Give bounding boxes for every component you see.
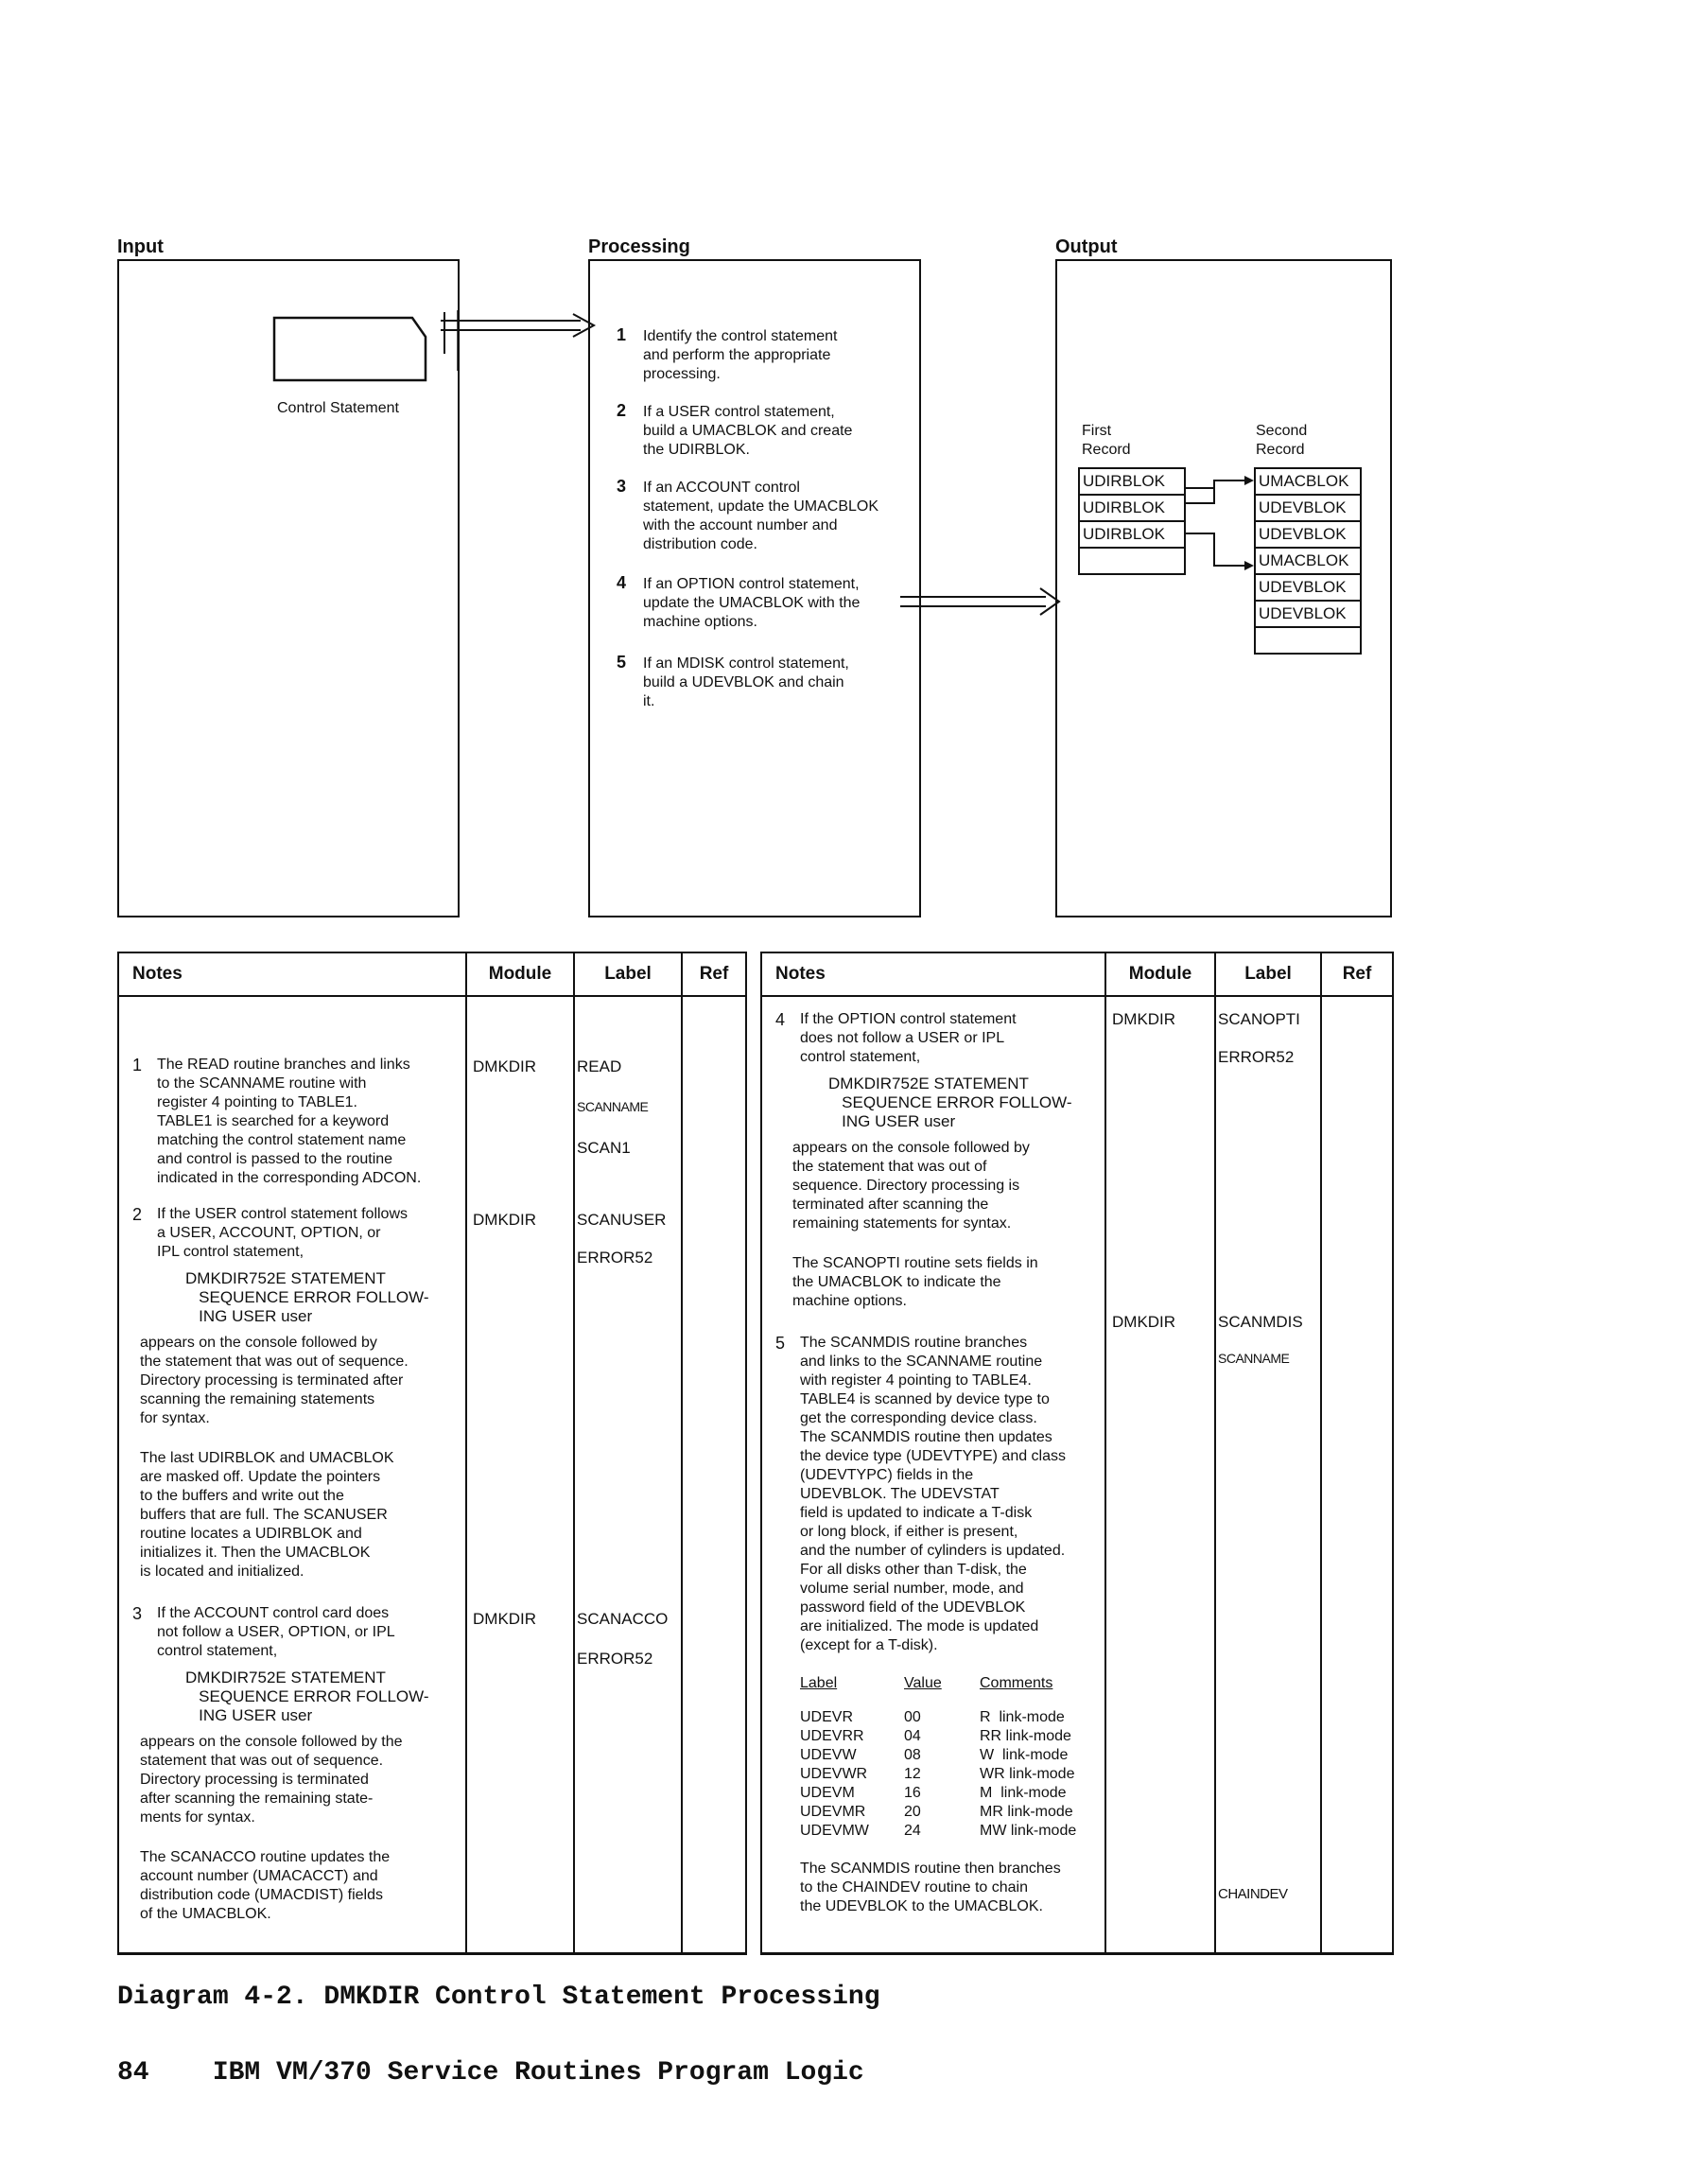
note-3 bbox=[119, 1604, 465, 1924]
note-number: 3 bbox=[132, 1604, 143, 1623]
note-number: 4 bbox=[775, 1010, 786, 1029]
first-record-row bbox=[1078, 547, 1186, 575]
second-record-row: UMACBLOK bbox=[1254, 467, 1362, 496]
value-table bbox=[800, 1674, 1104, 1693]
label-value: SCANMDIS bbox=[1218, 1313, 1303, 1331]
label-value: READ bbox=[577, 1057, 622, 1075]
value-cell: MW link-mode bbox=[980, 1823, 1077, 1839]
label-value: SCANOPTI bbox=[1218, 1010, 1300, 1028]
note-text: The SCANOPTI routine sets fields in the UMACBLOK to indicate the machine options. bbox=[792, 1255, 1038, 1309]
ref-header: Ref bbox=[682, 952, 746, 996]
second-record-row: UDEVBLOK bbox=[1254, 494, 1362, 522]
value-cell: 08 bbox=[904, 1747, 921, 1763]
step-2-number: 2 bbox=[617, 401, 627, 420]
note-text: The SCANACCO routine updates the account number (UMACACCT) and distribution code (UMACDIST) fields of the UMACBLOK. bbox=[140, 1849, 391, 1922]
second-record-row: UDEVBLOK bbox=[1254, 520, 1362, 549]
second-record-row bbox=[1254, 626, 1362, 655]
note-2 bbox=[119, 1205, 465, 1581]
note-text: appears on the console followed by the statement that was out of sequence. Directory processing is terminated after scanning the remaining state- ments for syntax. bbox=[140, 1734, 403, 1826]
step-5-number: 5 bbox=[617, 653, 627, 672]
note-text: The READ routine branches and links to the SCANNAME routine with register 4 pointing to TABLE1. TABLE1 is searched for a keyword matching the control statement name and control is passed to the routine indicated in the corresponding ADCON. bbox=[157, 1057, 422, 1186]
notes-column-right bbox=[762, 997, 1104, 1916]
first-record-row: UDIRBLOK bbox=[1078, 494, 1186, 522]
note-text: appears on the console followed by the statement that was out of sequence. Directory processing is terminated after scanning the remaining statements for syntax. bbox=[140, 1335, 409, 1426]
value-cell: UDEVRR bbox=[800, 1728, 864, 1744]
second-record-row: UMACBLOK bbox=[1254, 547, 1362, 575]
first-record-row: UDIRBLOK bbox=[1078, 520, 1186, 549]
label-header: Label bbox=[1215, 952, 1321, 996]
module-value: DMKDIR bbox=[1112, 1313, 1176, 1331]
label-value: SCANUSER bbox=[577, 1211, 667, 1229]
step-4-number: 4 bbox=[617, 573, 627, 592]
ref-header: Ref bbox=[1321, 952, 1393, 996]
value-table-row bbox=[800, 1746, 1104, 1765]
ref-column-left bbox=[682, 996, 746, 1954]
label-value: ERROR52 bbox=[577, 1650, 653, 1668]
note-number: 2 bbox=[132, 1205, 143, 1224]
value-table-row bbox=[800, 1803, 1104, 1822]
note-text: If the ACCOUNT control card does not follow a USER, OPTION, or IPL control statement, bbox=[157, 1605, 395, 1659]
value-cell: 04 bbox=[904, 1728, 921, 1744]
note-1 bbox=[119, 1056, 465, 1188]
module-header: Module bbox=[466, 952, 574, 996]
page-footer: 84 IBM VM/370 Service Routines Program Logic bbox=[117, 2058, 864, 2088]
note-number: 1 bbox=[132, 1056, 143, 1075]
step-1-text: Identify the control statement and perform the appropriate processing. bbox=[643, 328, 838, 382]
error-message: DMKDIR752E STATEMENT SEQUENCE ERROR FOLLOW- ING USER user bbox=[185, 1669, 429, 1724]
error-message: DMKDIR752E STATEMENT SEQUENCE ERROR FOLLOW- ING USER user bbox=[185, 1269, 429, 1325]
note-text: The SCANMDIS routine then branches to the CHAINDEV routine to chain the UDEVBLOK to the UMACBLOK. bbox=[800, 1861, 1061, 1914]
label-header: Label bbox=[574, 952, 682, 996]
value-cell: 24 bbox=[904, 1823, 921, 1839]
label-value: SCAN1 bbox=[577, 1139, 631, 1157]
module-value: DMKDIR bbox=[473, 1211, 537, 1229]
value-cell: UDEVWR bbox=[800, 1766, 868, 1782]
note-text: The last UDIRBLOK and UMACBLOK are masked off. Update the pointers to the buffers and write out the buffers that are full. The SCANUSER routine locates a UDIRBLOK and initializes it. Then the UMACBLOK is located and initialized. bbox=[140, 1450, 394, 1580]
output-header: Output bbox=[1055, 236, 1118, 257]
step-2-text: If a USER control statement, build a UMACBLOK and create the UDIRBLOK. bbox=[643, 404, 853, 458]
module-value: DMKDIR bbox=[1112, 1010, 1176, 1028]
error-message: DMKDIR752E STATEMENT SEQUENCE ERROR FOLLOW- ING USER user bbox=[828, 1075, 1072, 1130]
notes-table-right bbox=[760, 952, 1394, 1955]
value-table-row bbox=[800, 1822, 1104, 1841]
value-table-row bbox=[800, 1784, 1104, 1803]
value-table-row bbox=[800, 1708, 1104, 1727]
module-column-right bbox=[1106, 997, 1214, 1952]
value-cell: 16 bbox=[904, 1785, 921, 1801]
note-text: The SCANMDIS routine branches and links to the SCANNAME routine with register 4 pointing to TABLE4. TABLE4 is scanned by device type to get the corresponding device class. The SCANMDIS routine then updates the device type (UDEVTYPE) and class (UDEVTYPC) fields in the UDEVBLOK. The UDEVSTAT field is updated to indicate a T-disk or long block, if either is present, and the number of cylinders is updated. For all disks other than T-disk, the volume serial number, mode, and password field of the UDEVBLOK are initialized. The mode is updated (except for a T-disk). bbox=[800, 1335, 1067, 1653]
value-table-header: Comments bbox=[980, 1675, 1053, 1691]
first-record-row: UDIRBLOK bbox=[1078, 467, 1186, 496]
value-cell: UDEVMR bbox=[800, 1804, 866, 1820]
step-5-text: If an MDISK control statement, build a UDEVBLOK and chain it. bbox=[643, 655, 849, 709]
value-cell: R link-mode bbox=[980, 1709, 1065, 1725]
module-value: DMKDIR bbox=[473, 1610, 537, 1628]
second-record-label: Second Record bbox=[1256, 423, 1308, 458]
value-cell: MR link-mode bbox=[980, 1804, 1073, 1820]
note-text: If the OPTION control statement does not follow a USER or IPL control statement, bbox=[800, 1011, 1017, 1065]
notes-column-left bbox=[119, 997, 465, 1924]
processing-to-output-arrow bbox=[898, 585, 1069, 622]
value-table-header: Label bbox=[800, 1675, 838, 1691]
value-table-row bbox=[800, 1727, 1104, 1746]
note-text: appears on the console followed by the statement that was out of sequence. Directory processing is terminated after scanning the remaining statements for syntax. bbox=[792, 1140, 1030, 1232]
label-column-right bbox=[1216, 997, 1320, 1952]
value-cell: UDEVMW bbox=[800, 1823, 869, 1839]
first-record-label: First Record bbox=[1082, 423, 1131, 458]
input-header: Input bbox=[117, 236, 164, 257]
value-table-row bbox=[800, 1765, 1104, 1784]
processing-header: Processing bbox=[588, 236, 690, 257]
record-pointer-arrows bbox=[1184, 467, 1260, 581]
input-to-processing-arrow bbox=[439, 312, 605, 341]
label-value: ERROR52 bbox=[1218, 1048, 1295, 1066]
value-cell: 12 bbox=[904, 1766, 921, 1782]
note-text: If the USER control statement follows a USER, ACCOUNT, OPTION, or IPL control statement, bbox=[157, 1206, 408, 1260]
step-3-text: If an ACCOUNT control statement, update the UMACBLOK with the account number and distribution code. bbox=[643, 480, 879, 552]
control-statement-label: Control Statement bbox=[277, 400, 399, 416]
label-value: SCANACCO bbox=[577, 1610, 669, 1628]
notes-header: Notes bbox=[761, 952, 1105, 996]
value-cell: 20 bbox=[904, 1804, 921, 1820]
note-number: 5 bbox=[775, 1334, 786, 1353]
value-cell: M link-mode bbox=[980, 1785, 1067, 1801]
step-1-number: 1 bbox=[617, 325, 627, 344]
value-cell: 00 bbox=[904, 1709, 921, 1725]
value-cell: W link-mode bbox=[980, 1747, 1069, 1763]
note-5 bbox=[762, 1334, 1104, 1916]
label-value: SCANNAME bbox=[1218, 1351, 1290, 1366]
step-4-text: If an OPTION control statement, update the UMACBLOK with the machine options. bbox=[643, 576, 861, 630]
label-value: ERROR52 bbox=[577, 1249, 653, 1267]
diagram-caption: Diagram 4-2. DMKDIR Control Statement Processing bbox=[117, 1983, 880, 2012]
value-cell: UDEVR bbox=[800, 1709, 854, 1725]
module-value: DMKDIR bbox=[473, 1057, 537, 1075]
notes-header: Notes bbox=[118, 952, 466, 996]
module-header: Module bbox=[1105, 952, 1215, 996]
ref-column-right bbox=[1321, 996, 1393, 1954]
step-3-number: 3 bbox=[617, 477, 627, 496]
note-4 bbox=[762, 1010, 1104, 1311]
value-table-header: Value bbox=[904, 1675, 942, 1691]
label-value: CHAINDEV bbox=[1218, 1886, 1288, 1902]
label-value: SCANNAME bbox=[577, 1099, 649, 1114]
control-statement-card-icon bbox=[272, 316, 427, 382]
value-cell: UDEVW bbox=[800, 1747, 857, 1763]
second-record-row: UDEVBLOK bbox=[1254, 573, 1362, 602]
notes-table-left bbox=[117, 952, 747, 1955]
value-cell: UDEVM bbox=[800, 1785, 855, 1801]
label-column-left bbox=[575, 997, 681, 1952]
module-column-left bbox=[467, 997, 573, 1952]
second-record-row: UDEVBLOK bbox=[1254, 600, 1362, 628]
value-cell: RR link-mode bbox=[980, 1728, 1071, 1744]
value-cell: WR link-mode bbox=[980, 1766, 1075, 1782]
